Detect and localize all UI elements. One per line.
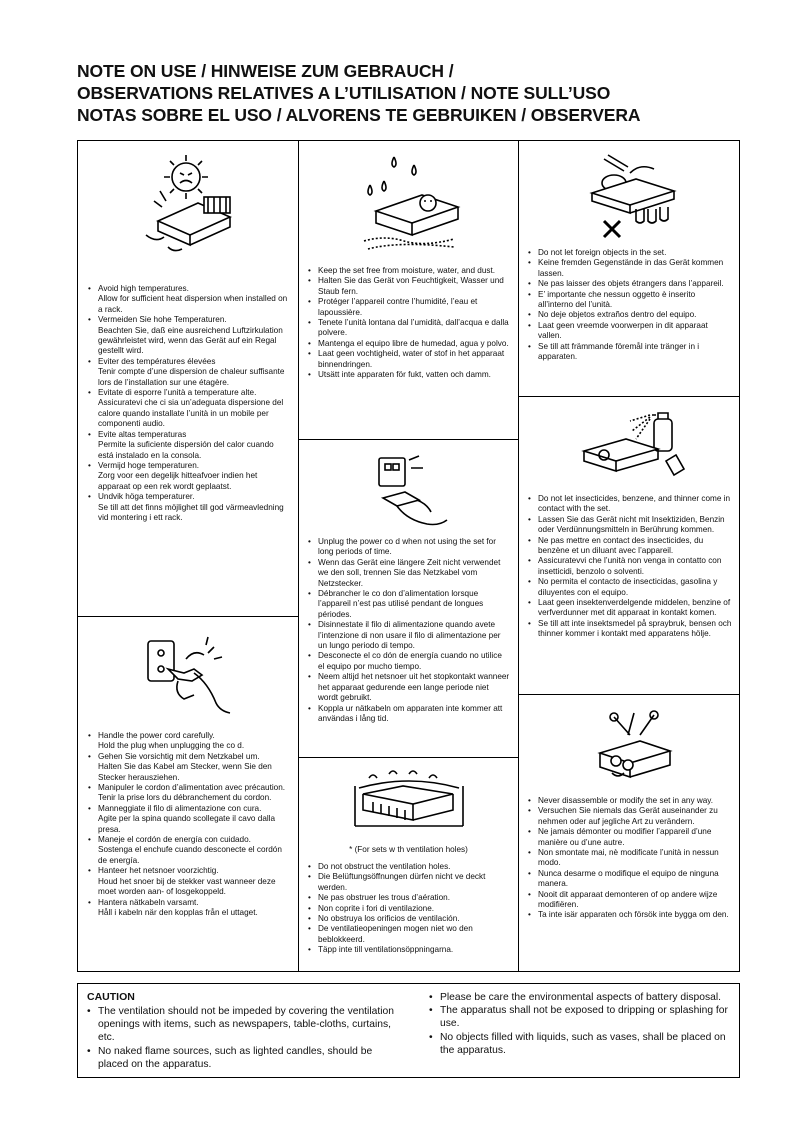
- list-item: • No permita el contacto de insecticidas, gasolina y diluyentes con el equipo.: [528, 577, 732, 598]
- list-item: • E’ importante che nessun oggetto è inserito all’interno del l’unità.: [528, 290, 732, 311]
- list-item: • Do not let foreign objects in the set.: [528, 248, 732, 258]
- list-item: • Täpp inte till ventilationsöppningarna.: [308, 945, 510, 955]
- ventilation-note: * (For sets w th ventilation holes): [349, 845, 468, 854]
- list-item: • Eviter des températures élevées Tenir compte d’une dispersion de chaleur suffisante lors de l’installation sur une étagère.: [88, 357, 290, 388]
- list-item: • Protéger l’appareil contre l’humidité, l’eau et lapoussière.: [308, 297, 510, 318]
- list-item: • Utsätt inte apparaten för fukt, vatten och damm.: [308, 370, 510, 380]
- list-item: • Hanteer het netsnoer voorzichtig. Houd het snoer bij de stekker vast wanneer deze moet worden aan- of losgekoppeld.: [88, 866, 290, 897]
- caution-heading: CAUTION: [87, 991, 135, 1003]
- list-item: • Neem altijd het netsnoer uit het stopkontakt wanneer het apparaat gedurende een lange periode niet wordt gebruikt.: [308, 672, 510, 703]
- list-item: • Keine fremden Gegenstände in das Gerät kommen lassen.: [528, 258, 732, 279]
- page-title: [77, 60, 757, 126]
- list-item: • Lassen Sie das Gerät nicht mit Insektiziden, Benzin oder Verdünnungsmitteln in Berührung kommen.: [528, 515, 732, 536]
- wall-socket-icon: [359, 452, 459, 532]
- moisture-list: [308, 266, 510, 380]
- list-item: • Evite altas temperaturas Permite la suficiente dispersión del calor cuando está instalado en la consola.: [88, 430, 290, 461]
- caution-box: [77, 983, 740, 1078]
- list-item: • Vermijd hoge temperaturen. Zorg voor een degelijk hitteafvoer indien het apparaat op een rek wordt geplaatst.: [88, 461, 290, 492]
- list-item: • Ne pas laisser des objets étrangers dans l’appareil.: [528, 279, 732, 289]
- heat-list: [88, 284, 290, 523]
- unplug-section: [299, 440, 518, 757]
- caution-left-list: [87, 1005, 397, 1071]
- list-item: • Keep the set free from moisture, water, and dust.: [308, 266, 510, 276]
- list-item: • Vermeiden Sie hohe Temperaturen. Beachten Sie, daß eine ausreichend Luftzirkulation gewährleistet wird, wenn das Gerät auf ein Regal gestellt wird.: [88, 315, 290, 357]
- list-item: • Ne jamais démonter ou modifier l’appareil d’une manière ou d’une autre.: [528, 827, 732, 848]
- cord-list: [88, 731, 290, 918]
- tools-icon: [584, 707, 684, 792]
- list-item: • Ne pas obstruer les trous d’aération.: [308, 893, 510, 903]
- water-drops-icon: [354, 151, 469, 256]
- list-item: • Please be care the environmental aspects of battery disposal.: [429, 991, 731, 1004]
- list-item: • Evitate di esporre l’unità a temperature alte. Assicuratevi che ci sia un’adeguata dispersione del calore quando installate l’unità in un mobile per componenti audio.: [88, 388, 290, 430]
- unplug-list: [308, 537, 510, 724]
- list-item: • Maneje el cordón de energía con cuidado. Sostenga el enchufe cuando desconecte el cordón de energía.: [88, 835, 290, 866]
- spray-can-icon: [574, 405, 689, 485]
- plug-hand-icon: [138, 629, 238, 719]
- title-line: NOTE ON USE / HINWEISE ZUM GEBRAUCH /: [77, 61, 454, 81]
- list-item: • Se till att inte insektsmedel på spraybruk, bensen och thinner kommer i kontakt med apparatens hölje.: [528, 619, 732, 640]
- list-item: • No objects filled with liquids, such as vases, shall be placed on the apparatus.: [429, 1031, 731, 1057]
- list-item: • Gehen Sie vorsichtig mit dem Netzkabel um. Halten Sie das Kabel am Stecker, wenn Sie den Stecker herausziehen.: [88, 752, 290, 783]
- list-item: • No naked flame sources, such as lighted candles, should be placed on the apparatus.: [87, 1045, 397, 1071]
- list-item: • Manneggiate il filo di alimentazione con cura. Agite per la spina quando scollegate il cavo dalla presa.: [88, 804, 290, 835]
- list-item: • Halten Sie das Gerät von Feuchtigkeit, Wasser und Staub fern.: [308, 276, 510, 297]
- moisture-section: [299, 141, 518, 439]
- disassemble-list: [528, 796, 732, 921]
- list-item: • The ventilation should not be impeded by covering the ventilation openings with items, such as newspapers, table-cloths, curtains, etc.: [87, 1005, 397, 1045]
- list-item: • Manipuler le cordon d’alimentation avec précaution. Tenir la prise lors du débranchement du cordon.: [88, 783, 290, 804]
- ventilation-icon: [349, 768, 469, 838]
- list-item: • No obstruya los orificios de ventilación.: [308, 914, 510, 924]
- ventilation-list: [308, 862, 510, 956]
- list-item: • Nooit dit apparaat demonteren of op andere wijze modifiëren.: [528, 890, 732, 911]
- list-item: • No deje objetos extraños dentro del equipo.: [528, 310, 732, 320]
- list-item: • Desconecte el co dón de energía cuando no utilice el equipo por mucho tiempo.: [308, 651, 510, 672]
- ventilation-section: [299, 758, 518, 972]
- caution-right-list: [429, 991, 731, 1057]
- foreign-section: [519, 141, 740, 396]
- list-item: • Non smontate mai, nè modificate l’unità in nessun modo.: [528, 848, 732, 869]
- cord-section: [78, 617, 298, 972]
- sun-heat-icon: [138, 151, 248, 261]
- list-item: • De ventilatieopeningen mogen niet wo den beblokkeerd.: [308, 924, 510, 945]
- insecticide-section: [519, 397, 740, 694]
- list-item: • Ta inte isär apparaten och försök inte bygga om den.: [528, 910, 732, 920]
- list-item: • Koppla ur nätkabeln om apparaten inte kommer att användas i lång tid.: [308, 704, 510, 725]
- list-item: • Never disassemble or modify the set in any way.: [528, 796, 732, 806]
- foreign-list: [528, 248, 732, 362]
- list-item: • Versuchen Sie niemals das Gerät auseinander zu nehmen oder auf jegliche Art zu verändern.: [528, 806, 732, 827]
- notes-grid: [77, 140, 740, 972]
- list-item: • Laat geen vochtigheid, water of stof in het apparaat binnendringen.: [308, 349, 510, 370]
- list-item: • Do not obstruct the ventilation holes.: [308, 862, 510, 872]
- list-item: • Ne pas mettre en contact des insecticides, du benzène et un diluant avec l’appareil.: [528, 536, 732, 557]
- list-item: • Die Belüftungsöffnungen dürfen nicht ve deckt werden.: [308, 872, 510, 893]
- list-item: • Nunca desarme o modifique el equipo de ninguna manera.: [528, 869, 732, 890]
- list-item: • Tenete l’unità lontana dal l’umidità, dall’acqua e dalla polvere.: [308, 318, 510, 339]
- list-item: • Unplug the power co d when not using the set for long periods of time.: [308, 537, 510, 558]
- title-line: NOTAS SOBRE EL USO / ALVORENS TE GEBRUIKEN / OBSERVERA: [77, 105, 641, 125]
- list-item: • Se till att främmande föremål inte tränger in i apparaten.: [528, 342, 732, 363]
- list-item: • Mantenga el equipo libre de humedad, agua y polvo.: [308, 339, 510, 349]
- list-item: • Hantera nätkabeln varsamt. Håll i kabeln när den kopplas från el uttaget.: [88, 898, 290, 919]
- list-item: • Laat geen vreemde voorwerpen in dit apparaat vallen.: [528, 321, 732, 342]
- list-item: • Avoid high temperatures. Allow for sufficient heat dispersion when installed on a rack.: [88, 284, 290, 315]
- title-line: OBSERVATIONS RELATIVES A L’UTILISATION / NOTE SULL’USO: [77, 83, 611, 103]
- list-item: • Handle the power cord carefully. Hold the plug when unplugging the co d.: [88, 731, 290, 752]
- list-item: • Débrancher le co don d’alimentation lorsque l’appareil n’est pas utilisé pendant de longues périodes.: [308, 589, 510, 620]
- list-item: • The apparatus shall not be exposed to dripping or splashing for use.: [429, 1004, 731, 1030]
- list-item: • Undvik höga temperaturer. Se till att det finns möjlighet till god värmeavledning vid montering i ett rack.: [88, 492, 290, 523]
- list-item: • Disinnestate il filo di alimentazione quando avete l’intenzione di non usare il filo di alimentazione per un lungo periodo di tempo.: [308, 620, 510, 651]
- heat-section: [78, 141, 298, 616]
- list-item: • Non coprite i fori di ventilazione.: [308, 904, 510, 914]
- disassemble-section: [519, 695, 740, 972]
- list-item: • Laat geen insektenverdelgende middelen, benzine of verfverdunner met dit apparaat in kontakt komen.: [528, 598, 732, 619]
- insecticide-list: [528, 494, 732, 640]
- foreign-objects-icon: [574, 149, 684, 244]
- list-item: • Assicuratevvi che l’unità non venga in contatto con insetticidi, benzolo o solventi.: [528, 556, 732, 577]
- list-item: • Wenn das Gerät eine längere Zeit nicht verwendet we den soll, trennen Sie das Netzkabel vom Netzstecker.: [308, 558, 510, 589]
- list-item: • Do not let insecticides, benzene, and thinner come in contact with the set.: [528, 494, 732, 515]
